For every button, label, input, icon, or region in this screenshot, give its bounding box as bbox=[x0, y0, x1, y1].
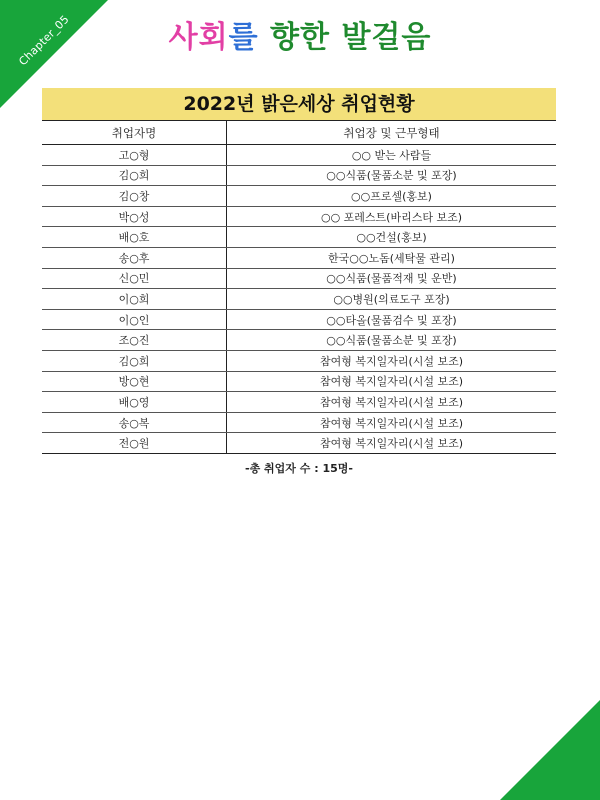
table-row bbox=[42, 330, 556, 351]
table-row bbox=[42, 268, 556, 289]
workplace: 참여형 복지일자리(시설 보조) bbox=[227, 392, 557, 413]
workplace: ○○건설(홍보) bbox=[227, 227, 557, 248]
employee-name: 조○진 bbox=[42, 330, 227, 351]
workplace: ○○프로셀(홍보) bbox=[227, 186, 557, 207]
chapter-label: Chapter_05 bbox=[16, 12, 72, 69]
workplace: ○○ 받는 사람들 bbox=[227, 145, 557, 166]
table-row bbox=[42, 433, 556, 454]
employee-name: 배○영 bbox=[42, 392, 227, 413]
workplace: 참여형 복지일자리(시설 보조) bbox=[227, 350, 557, 371]
employee-name: 송○후 bbox=[42, 247, 227, 268]
headline-part-1: 사회 bbox=[168, 20, 229, 55]
table-row bbox=[42, 206, 556, 227]
employee-name: 김○창 bbox=[42, 186, 227, 207]
table-row bbox=[42, 186, 556, 207]
workplace: ○○타올(물품검수 및 포장) bbox=[227, 309, 557, 330]
table-header-row bbox=[42, 121, 556, 145]
employee-name: 박○성 bbox=[42, 206, 227, 227]
employee-name: 배○호 bbox=[42, 227, 227, 248]
corner-decoration-bottom-right bbox=[500, 700, 600, 800]
header-name: 취업자명 bbox=[42, 121, 227, 145]
table-row bbox=[42, 392, 556, 413]
table-row bbox=[42, 289, 556, 310]
table-title: 2022년 밝은세상 취업현황 bbox=[42, 88, 556, 121]
workplace: ○○식품(물품소분 및 포장) bbox=[227, 165, 557, 186]
employee-name: 김○희 bbox=[42, 350, 227, 371]
table-row bbox=[42, 309, 556, 330]
employee-name: 송○복 bbox=[42, 412, 227, 433]
employee-name: 이○희 bbox=[42, 289, 227, 310]
employee-name: 고○형 bbox=[42, 145, 227, 166]
header-workplace: 취업장 및 근무형태 bbox=[227, 121, 557, 145]
table-row bbox=[42, 145, 556, 166]
employee-name: 이○인 bbox=[42, 309, 227, 330]
workplace: 참여형 복지일자리(시설 보조) bbox=[227, 433, 557, 454]
table-row bbox=[42, 350, 556, 371]
workplace: 참여형 복지일자리(시설 보조) bbox=[227, 371, 557, 392]
table-row bbox=[42, 371, 556, 392]
employee-name: 김○희 bbox=[42, 165, 227, 186]
workplace: ○○식품(물품적재 및 운반) bbox=[227, 268, 557, 289]
workplace: ○○식품(물품소분 및 포장) bbox=[227, 330, 557, 351]
employee-name: 전○원 bbox=[42, 433, 227, 454]
headline-part-4: 발걸음 bbox=[341, 20, 432, 55]
total-count: -총 취업자 수 : 15명- bbox=[245, 461, 353, 475]
table-row bbox=[42, 227, 556, 248]
workplace: 참여형 복지일자리(시설 보조) bbox=[227, 412, 557, 433]
table-row bbox=[42, 165, 556, 186]
page-headline bbox=[0, 12, 600, 56]
table-row bbox=[42, 247, 556, 268]
employee-name: 방○현 bbox=[42, 371, 227, 392]
employment-table bbox=[42, 88, 556, 476]
workplace: ○○병원(의료도구 포장) bbox=[227, 289, 557, 310]
workplace: 한국○○노돔(세탁물 관리) bbox=[227, 247, 557, 268]
headline-part-3: 향한 bbox=[270, 20, 330, 55]
table-row bbox=[42, 412, 556, 433]
headline-part-2: 를 bbox=[228, 20, 259, 55]
workplace: ○○ 포레스트(바리스타 보조) bbox=[227, 206, 557, 227]
employee-name: 신○민 bbox=[42, 268, 227, 289]
